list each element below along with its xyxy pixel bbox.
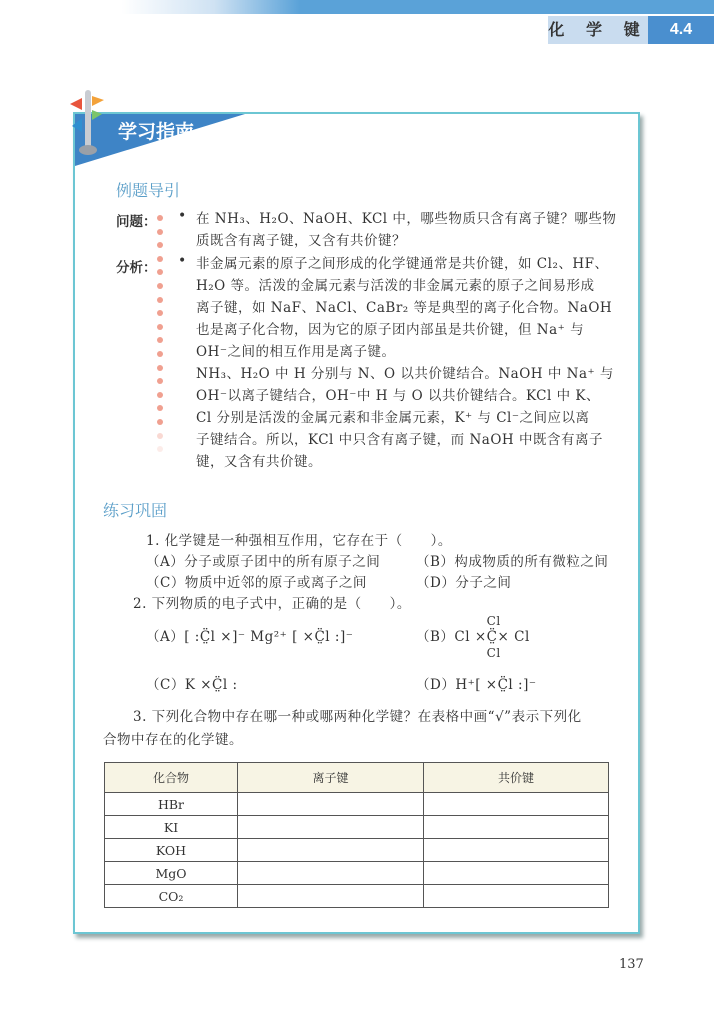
q1-option-c: （C）物质中近邻的原子或离子之间	[146, 575, 367, 591]
question-line: 质既含有离子键，又含有共价键？	[196, 233, 406, 249]
compound-cell: KI	[105, 816, 238, 839]
divider-dot	[157, 283, 163, 289]
divider-dot	[157, 297, 163, 303]
q2-b-center: C̤̈	[486, 629, 498, 645]
q2-option-c: （C）K ×C̤̈l :	[146, 677, 238, 693]
table-row	[105, 816, 609, 839]
analysis-line: 也是离子化合物，因为它的原子团内部虽是共价键，但 Na⁺ 与	[196, 322, 585, 338]
compound-cell: CO₂	[105, 885, 238, 908]
compound-cell: KOH	[105, 839, 238, 862]
analysis-line: OH⁻以离子键结合，OH⁻中 H 与 O 以共价键结合。KCl 中 K、	[196, 388, 600, 404]
q1-stem: 1. 化学键是一种强相互作用，它存在于（ ）。	[146, 533, 452, 549]
divider-dot	[157, 365, 163, 371]
example-heading: 例题导引	[116, 181, 181, 200]
divider-dot	[157, 433, 163, 439]
divider-dot	[157, 351, 163, 357]
signpost-icon	[68, 88, 108, 158]
ionic-cell[interactable]	[238, 793, 424, 816]
q1-option-d: （D）分子之间	[416, 575, 512, 591]
q2-b-label: （B）	[416, 629, 455, 645]
analysis-line: 非金属元素的原子之间形成的化学键通常是共价键，如 Cl₂、HF、	[196, 256, 609, 272]
ionic-cell[interactable]	[238, 816, 424, 839]
top-decoration-bar	[0, 0, 714, 14]
covalent-cell[interactable]	[424, 862, 609, 885]
q2-option-b	[416, 614, 530, 660]
table-row	[105, 862, 609, 885]
header-covalent: 共价键	[424, 763, 609, 793]
guide-title: 学习指南	[118, 121, 195, 143]
table-row	[105, 793, 609, 816]
question-label: 问题：	[116, 214, 157, 230]
covalent-cell[interactable]	[424, 793, 609, 816]
page-number: 137	[619, 957, 644, 972]
practice-heading: 练习巩固	[103, 501, 168, 520]
covalent-cell[interactable]	[424, 816, 609, 839]
analysis-bullet: •	[178, 253, 187, 269]
analysis-label: 分析：	[116, 260, 157, 276]
q2-stem: 2. 下列物质的电子式中，正确的是（ ）。	[133, 596, 411, 612]
q2-b-right: × Cl	[497, 629, 530, 645]
covalent-cell[interactable]	[424, 885, 609, 908]
q2-option-a: （A）[ :C̤̈l ×]⁻ Mg²⁺ [ ×C̤̈l :]⁻	[146, 629, 354, 645]
question-line: 在 NH₃、H₂O、NaOH、KCl 中，哪些物质只含有离子键？哪些物	[196, 211, 617, 227]
compound-cell: MgO	[105, 862, 238, 885]
divider-dot	[157, 229, 163, 235]
header-compound: 化合物	[105, 763, 238, 793]
chapter-title: 化 学 键	[548, 16, 648, 44]
table-row	[105, 839, 609, 862]
analysis-line: 离子键，如 NaF、NaCl、CaBr₂ 等是典型的离子化合物。NaOH	[196, 300, 613, 316]
question-bullet: •	[178, 208, 187, 224]
section-number: 4.4	[648, 16, 714, 44]
divider-dot	[157, 256, 163, 262]
table-row	[105, 885, 609, 908]
divider-dot	[157, 392, 163, 398]
q3-line2: 合物中存在的化学键。	[103, 732, 243, 748]
table-header-row	[105, 763, 609, 793]
analysis-line: 键，又含有共价键。	[196, 454, 322, 470]
analysis-line: NH₃、H₂O 中 H 分别与 N、O 以共价键结合。NaOH 中 Na⁺ 与	[196, 366, 614, 382]
bond-table	[104, 762, 609, 908]
header-ionic: 离子键	[238, 763, 424, 793]
analysis-line: Cl 分别是活泼的金属元素和非金属元素，K⁺ 与 Cl⁻之间应以离	[196, 410, 590, 426]
q2-b-bottom: Cl	[486, 646, 501, 660]
q2-b-left: Cl ×	[454, 629, 487, 645]
ionic-cell[interactable]	[238, 862, 424, 885]
q3-line1: 3. 下列化合物中存在哪一种或哪两种化学键？在表格中画“√”表示下列化	[133, 709, 582, 725]
divider-dot	[157, 419, 163, 425]
divider-dot	[157, 215, 163, 221]
q1-option-a: （A）分子或原子团中的所有原子之间	[146, 554, 381, 570]
question-text	[196, 208, 616, 252]
q2-b-top: Cl	[486, 614, 501, 628]
ionic-cell[interactable]	[238, 885, 424, 908]
q2-option-d: （D）H⁺[ ×C̤̈l :]⁻	[416, 677, 537, 693]
divider-dot	[157, 324, 163, 330]
covalent-cell[interactable]	[424, 839, 609, 862]
analysis-text	[196, 253, 614, 473]
q1-option-b: （B）构成物质的所有微粒之间	[416, 554, 609, 570]
analysis-line: H₂O 等。活泼的金属元素与活泼的非金属元素的原子之间易形成	[196, 278, 595, 294]
compound-cell: HBr	[105, 793, 238, 816]
analysis-line: OH⁻之间的相互作用是离子键。	[196, 344, 396, 360]
analysis-line: 子键结合。所以，KCl 中只含有离子键，而 NaOH 中既含有离子	[196, 432, 603, 448]
ionic-cell[interactable]	[238, 839, 424, 862]
